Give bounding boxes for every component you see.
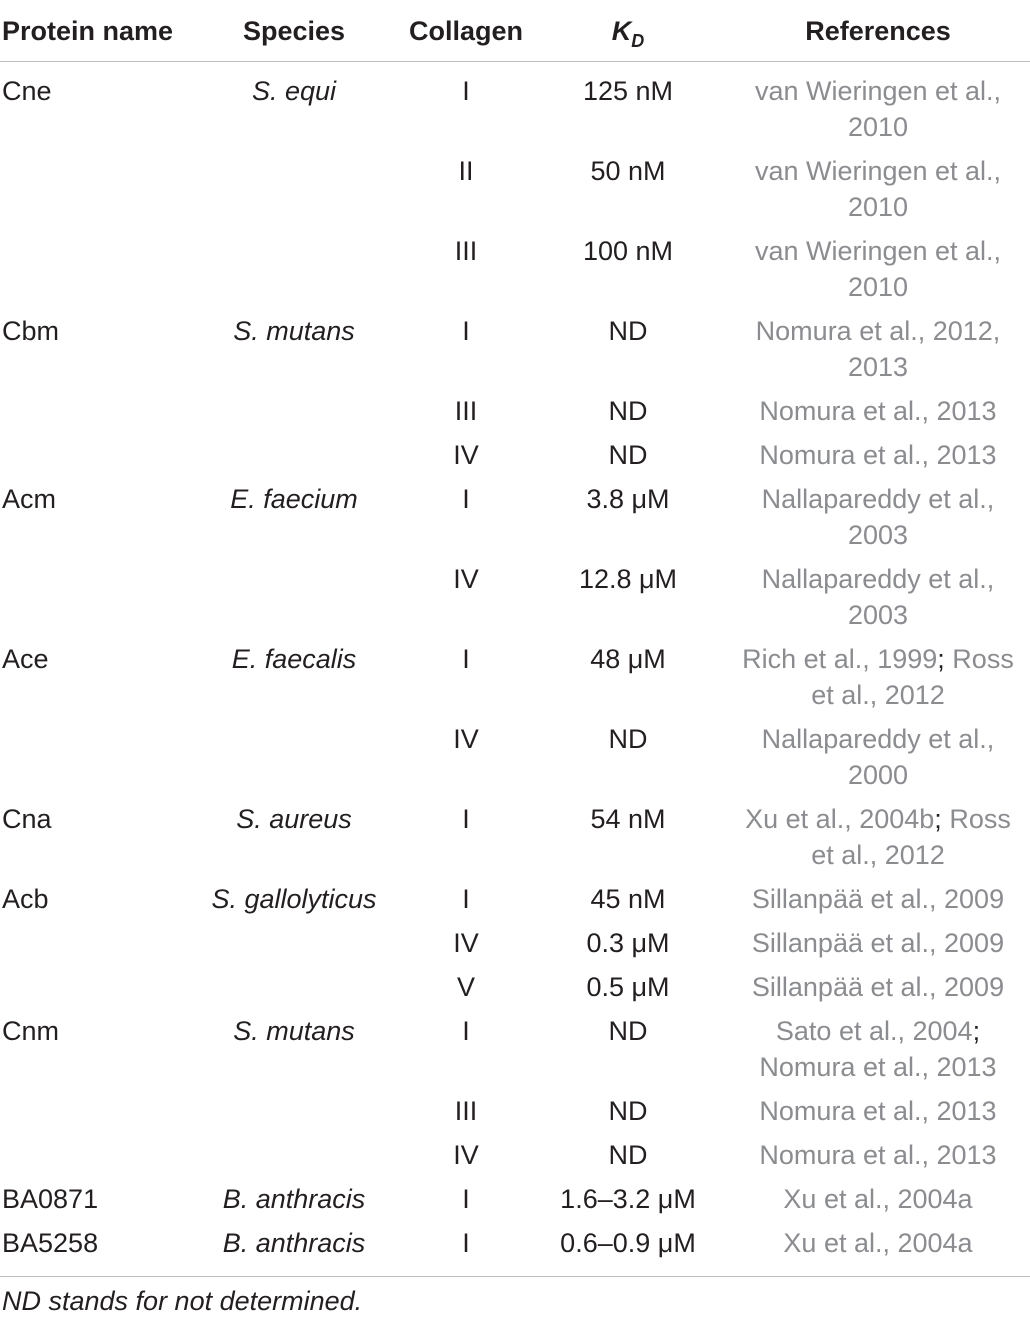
cell-reference[interactable] (726, 1137, 1030, 1173)
reference-line-2[interactable]: Nomura et al., 2013 (759, 1052, 997, 1082)
reference-line-2[interactable]: 2010 (847, 272, 909, 302)
reference-line-2[interactable]: 2003 (847, 520, 909, 550)
cell-reference[interactable] (726, 313, 1030, 385)
cell-reference[interactable] (726, 481, 1030, 553)
table-row (0, 233, 1030, 313)
reference-line-1[interactable]: Nomura et al., 2013 (759, 1140, 997, 1170)
cell-species: E. faecium (230, 484, 358, 514)
reference-line-2[interactable]: et al., 2012 (811, 680, 945, 710)
reference-line-2[interactable]: et al., 2012 (811, 840, 945, 870)
reference-line-1[interactable] (726, 1013, 1030, 1049)
header-species: Species (242, 16, 346, 46)
cell-collagen: IV (453, 1140, 479, 1170)
cell-kd: 1.6–3.2 μM (560, 1184, 696, 1214)
cell-reference[interactable] (726, 925, 1030, 961)
reference-line-1[interactable]: Nomura et al., 2013 (759, 396, 997, 426)
cell-collagen: III (454, 396, 478, 426)
cell-reference[interactable] (726, 437, 1030, 473)
cell-reference[interactable] (726, 1181, 1030, 1217)
cell-collagen: I (462, 1016, 470, 1046)
table-row (0, 313, 1030, 393)
cell-kd: ND (608, 316, 648, 346)
header-kd-subscript: D (631, 31, 645, 51)
cell-protein: Cne (2, 76, 52, 106)
cell-kd: 100 nM (582, 236, 674, 266)
cell-kd: 50 nM (590, 156, 666, 186)
cell-reference[interactable] (726, 801, 1030, 873)
cell-reference[interactable] (726, 561, 1030, 633)
cell-reference[interactable] (726, 969, 1030, 1005)
reference-link[interactable]: Rich et al., 1999 (742, 644, 938, 674)
cell-collagen: IV (453, 564, 479, 594)
cell-kd: 0.5 μM (586, 972, 670, 1002)
header-collagen: Collagen (408, 16, 523, 46)
reference-separator: ; (934, 804, 942, 834)
cell-collagen: IV (453, 440, 479, 470)
reference-line-1[interactable]: Nallapareddy et al., (761, 724, 995, 754)
table-row (0, 393, 1030, 437)
table-row (0, 1181, 1030, 1225)
reference-line-2[interactable]: 2000 (847, 760, 909, 790)
cell-species: S. gallolyticus (211, 884, 377, 914)
reference-line-1[interactable]: van Wieringen et al., (754, 156, 1002, 186)
cell-kd: 45 nM (590, 884, 666, 914)
cell-protein: Cna (2, 804, 52, 834)
table-row (0, 437, 1030, 481)
cell-kd: ND (608, 396, 648, 426)
cell-kd: 48 μM (590, 644, 666, 674)
cell-collagen: I (462, 1184, 470, 1214)
cell-kd: 12.8 μM (578, 564, 678, 594)
cell-species: S. equi (251, 76, 337, 106)
cell-kd: 0.3 μM (586, 928, 670, 958)
cell-kd: ND (608, 440, 648, 470)
cell-species: E. faecalis (231, 644, 357, 674)
cell-kd: ND (608, 1096, 648, 1126)
cell-reference[interactable] (726, 1093, 1030, 1129)
cell-collagen: V (456, 972, 475, 1002)
cell-reference[interactable] (726, 1225, 1030, 1261)
reference-line-1[interactable] (726, 801, 1030, 837)
cell-collagen: III (454, 1096, 478, 1126)
header-kd (540, 13, 716, 52)
cell-species: S. mutans (233, 316, 355, 346)
reference-line-1[interactable]: Nomura et al., 2013 (759, 1096, 997, 1126)
cell-kd: 54 nM (590, 804, 666, 834)
table-row (0, 721, 1030, 801)
cell-collagen: II (458, 156, 474, 186)
cell-species: S. aureus (236, 804, 352, 834)
reference-link[interactable]: Ross (941, 804, 1011, 834)
table-row (0, 1093, 1030, 1137)
table-row (0, 1013, 1030, 1093)
table-row (0, 1137, 1030, 1181)
cell-protein: Cnm (2, 1016, 60, 1046)
cell-kd: ND (608, 724, 648, 754)
cell-protein: Acm (2, 484, 56, 514)
reference-line-1[interactable]: Xu et al., 2004a (783, 1184, 973, 1214)
cell-collagen: I (462, 804, 470, 834)
reference-separator: ; (937, 644, 945, 674)
cell-protein: Cbm (2, 316, 60, 346)
table-footnote: ND stands for not determined. (2, 1286, 363, 1316)
cell-reference[interactable] (726, 1013, 1030, 1085)
reference-line-2[interactable]: 2010 (847, 112, 909, 142)
reference-line-1[interactable]: van Wieringen et al., (754, 236, 1002, 266)
cell-protein: BA5258 (2, 1228, 99, 1258)
reference-link[interactable]: Xu et al., 2004b (745, 804, 935, 834)
reference-line-2[interactable]: 2010 (847, 192, 909, 222)
cell-collagen: I (462, 76, 470, 106)
cell-species: S. mutans (233, 1016, 355, 1046)
table-row (0, 801, 1030, 881)
reference-separator: ; (972, 1016, 981, 1046)
cell-collagen: IV (453, 928, 479, 958)
table-row (0, 925, 1030, 969)
cell-collagen: I (462, 1228, 470, 1258)
cell-reference[interactable] (726, 393, 1030, 429)
table-row (0, 481, 1030, 561)
reference-line-1[interactable]: Nallapareddy et al., (761, 484, 995, 514)
reference-line-2[interactable]: 2013 (847, 352, 909, 382)
reference-line-1[interactable]: van Wieringen et al., (754, 76, 1002, 106)
reference-link[interactable]: Sato et al., 2004 (775, 1016, 973, 1046)
cell-collagen: I (462, 884, 470, 914)
table-header-row (0, 0, 1030, 62)
cell-species: B. anthracis (222, 1184, 366, 1214)
reference-line-1[interactable]: Nomura et al., 2013 (759, 440, 997, 470)
table-bottom-rule (0, 1276, 1030, 1277)
cell-reference[interactable] (726, 153, 1030, 225)
reference-line-1[interactable]: Nomura et al., 2012, (755, 316, 1001, 346)
cell-collagen: I (462, 316, 470, 346)
table-row (0, 641, 1030, 721)
cell-collagen: I (462, 644, 470, 674)
table-row (0, 1225, 1030, 1269)
reference-line-1[interactable]: Nallapareddy et al., (761, 564, 995, 594)
cell-collagen: I (462, 484, 470, 514)
reference-line-1[interactable]: Sillanpää et al., 2009 (751, 928, 1005, 958)
table-row (0, 881, 1030, 925)
cell-collagen: IV (453, 724, 479, 754)
table-row (0, 969, 1030, 1013)
reference-line-1[interactable] (726, 641, 1030, 677)
cell-collagen: III (454, 236, 478, 266)
cell-kd: ND (608, 1140, 648, 1170)
cell-protein: Acb (2, 884, 49, 914)
header-kd-main: K (611, 16, 632, 46)
reference-line-1[interactable]: Xu et al., 2004a (783, 1228, 973, 1258)
cell-reference[interactable] (726, 233, 1030, 305)
header-rule (0, 61, 1030, 62)
reference-link[interactable]: Ross (944, 644, 1014, 674)
reference-line-1[interactable]: Sillanpää et al., 2009 (751, 972, 1005, 1002)
cell-reference[interactable] (726, 881, 1030, 917)
table-row (0, 153, 1030, 233)
reference-line-1[interactable]: Sillanpää et al., 2009 (751, 884, 1005, 914)
cell-kd: 3.8 μM (586, 484, 670, 514)
cell-protein: BA0871 (2, 1184, 99, 1214)
cell-kd: 0.6–0.9 μM (560, 1228, 696, 1258)
cell-kd: 125 nM (582, 76, 674, 106)
header-references: References (805, 16, 951, 46)
cell-reference[interactable] (726, 721, 1030, 793)
header-protein-name: Protein name (2, 16, 174, 46)
cell-kd: ND (608, 1016, 648, 1046)
cell-reference[interactable] (726, 641, 1030, 713)
table-row (0, 561, 1030, 641)
reference-line-2[interactable]: 2003 (847, 600, 909, 630)
table-row (0, 73, 1030, 153)
cell-protein: Ace (2, 644, 49, 674)
cell-reference[interactable] (726, 73, 1030, 145)
cell-species: B. anthracis (222, 1228, 366, 1258)
